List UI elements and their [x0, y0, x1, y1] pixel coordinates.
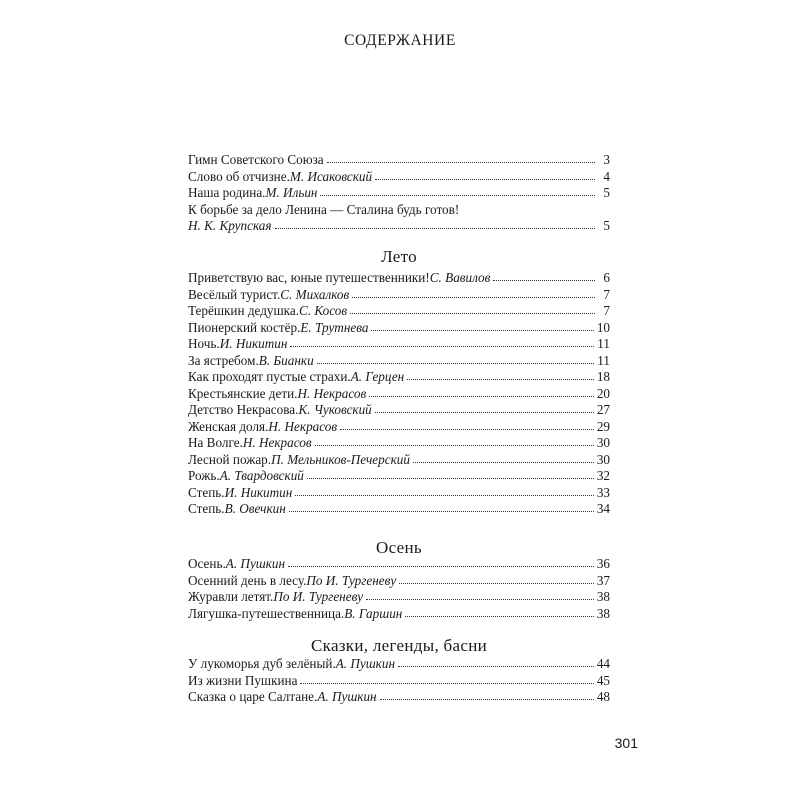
toc-entry-page: 20: [596, 385, 610, 401]
dot-leader: [340, 428, 594, 430]
toc-entry-page: 18: [596, 369, 610, 384]
toc-section-summer: [188, 270, 610, 518]
toc-entry-title: Журавли летят.: [188, 589, 274, 604]
toc-entry-title: Степь.: [188, 501, 225, 516]
page-title: СОДЕРЖАНИЕ: [344, 32, 456, 49]
toc-entry[interactable]: [188, 169, 610, 186]
toc-entry-author: К. Чуковский: [298, 402, 372, 417]
toc-entry-title: Пионерский костёр.: [188, 319, 301, 335]
toc-entry-multiline[interactable]: [188, 202, 610, 235]
toc-entry[interactable]: [188, 303, 610, 320]
toc-entry-page: 30: [596, 435, 610, 450]
dot-leader: [295, 494, 594, 496]
toc-entry[interactable]: [188, 369, 610, 386]
toc-section-tales: [188, 656, 610, 706]
dot-leader: [350, 312, 595, 314]
toc-entry-title: Осенний день в лесу.: [188, 572, 307, 588]
dot-leader: [275, 227, 595, 229]
toc-intro-block: [188, 152, 610, 235]
toc-entry-author: М. Исаковский: [289, 168, 373, 184]
toc-entry-author: В. Бианки: [258, 352, 314, 368]
toc-entry-page: 5: [603, 185, 610, 200]
toc-entry-author: А. Пушкин: [335, 656, 395, 671]
toc-entry-title: К борьбе за дело Ленина — Сталина будь готов!: [188, 201, 460, 217]
dot-leader: [375, 178, 595, 180]
dot-leader: [407, 378, 594, 380]
toc-entry[interactable]: [188, 485, 610, 502]
dot-leader: [369, 395, 594, 397]
toc-entry-author: И. Никитин: [224, 484, 293, 500]
toc-entry-page: 37: [596, 572, 610, 588]
toc-entry[interactable]: [188, 336, 610, 353]
toc-entry-title: Осень.: [188, 556, 226, 571]
toc-entry-page: 4: [603, 168, 610, 184]
toc-entry-title: Лесной пожар.: [188, 451, 272, 467]
toc-entry-author: А. Твардовский: [219, 468, 304, 483]
toc-entry[interactable]: [188, 673, 610, 690]
toc-entry-author: А. Пушкин: [225, 556, 286, 571]
toc-entry-page: 10: [596, 319, 610, 335]
toc-entry-page: 38: [596, 589, 610, 604]
toc-entry-page: 5: [603, 218, 610, 233]
toc-entry-title: Терёшкин дедушка.: [188, 303, 300, 318]
dot-leader: [307, 477, 594, 479]
dot-leader: [327, 161, 595, 163]
toc-entry-title: Наша родина.: [188, 185, 266, 200]
dot-leader: [300, 682, 593, 684]
dot-leader: [289, 510, 594, 512]
dot-leader: [352, 296, 595, 298]
toc-entry-title: Ночь.: [188, 336, 220, 351]
toc-entry-title: Из жизни Пушкина: [188, 672, 298, 688]
toc-entry[interactable]: [188, 452, 610, 469]
toc-entry-title: Лягушка-путешественница.: [188, 605, 345, 621]
toc-entry-page: 3: [603, 152, 610, 167]
toc-entry-author: По И. Тургеневу: [273, 589, 364, 604]
toc-entry-page: 48: [596, 689, 610, 704]
toc-entry-title: Рожь.: [188, 468, 220, 483]
toc-entry[interactable]: [188, 353, 610, 370]
toc-section-autumn: [188, 556, 610, 622]
toc-entry-page: 6: [603, 270, 610, 285]
toc-entry-author: М. Ильин: [265, 185, 318, 200]
toc-entry-page: 44: [596, 656, 610, 671]
toc-entry-title: За ястребом.: [188, 352, 259, 368]
toc-entry-author: С. Косов: [299, 303, 348, 318]
toc-entry-page: 7: [603, 303, 610, 318]
dot-leader: [371, 329, 593, 331]
toc-entry-author: В. Гаршин: [344, 605, 403, 621]
toc-entry-author: Н. Некрасов: [268, 418, 338, 434]
toc-entry-author: Н. К. Крупская: [188, 218, 272, 233]
dot-leader: [366, 598, 594, 600]
dot-leader: [290, 345, 594, 347]
toc-entry-author: По И. Тургеневу: [306, 572, 397, 588]
toc-entry[interactable]: [188, 386, 610, 403]
dot-leader: [317, 362, 595, 364]
toc-entry-page: 33: [596, 484, 610, 500]
toc-entry-title: Степь.: [188, 484, 225, 500]
toc-entry[interactable]: [188, 185, 610, 202]
toc-entry-page: 30: [596, 451, 610, 467]
toc-entry[interactable]: [188, 468, 610, 485]
toc-entry-page: 11: [597, 352, 610, 368]
dot-leader: [405, 615, 593, 617]
dot-leader: [493, 279, 595, 281]
section-title-summer: Лето: [381, 247, 417, 266]
toc-entry-page: 38: [596, 605, 610, 621]
toc-entry[interactable]: [188, 152, 610, 169]
toc-entry-page: 36: [596, 556, 610, 571]
toc-entry-author: С. Вавилов: [429, 270, 491, 285]
toc-entry-author: С. Михалков: [280, 286, 350, 302]
toc-entry-title: Слово об отчизне.: [188, 168, 290, 184]
toc-entry[interactable]: [188, 320, 610, 337]
toc-entry[interactable]: [188, 402, 610, 419]
toc-entry[interactable]: [188, 419, 610, 436]
toc-entry-title: Крестьянские дети.: [188, 385, 298, 401]
dot-leader: [320, 194, 595, 196]
toc-entry-author: И. Никитин: [219, 336, 288, 351]
toc-entry[interactable]: [188, 689, 610, 706]
toc-entry-title: Приветствую вас, юные путешественники!: [188, 270, 430, 285]
toc-entry-title: У лукоморья дуб зелёный.: [188, 656, 336, 671]
toc-entry-author: А. Герцен: [350, 369, 405, 384]
toc-entry[interactable]: [188, 435, 610, 452]
toc-entry-author: Н. Некрасов: [242, 435, 312, 450]
dot-leader: [380, 698, 594, 700]
toc-entry[interactable]: [188, 556, 610, 573]
toc-entry-page: 11: [597, 336, 610, 351]
toc-entry-page: 7: [603, 286, 610, 302]
toc-entry-author: А. Пушкин: [317, 689, 377, 704]
toc-entry[interactable]: [188, 573, 610, 590]
dot-leader: [399, 582, 594, 584]
toc-entry-page: 32: [596, 468, 610, 483]
dot-leader: [288, 565, 594, 567]
section-title-tales: Сказки, легенды, басни: [311, 636, 487, 655]
toc-entry[interactable]: [188, 270, 610, 287]
toc-entry[interactable]: [188, 287, 610, 304]
toc-entry-title: Детство Некрасова.: [188, 402, 299, 417]
toc-entry[interactable]: [188, 589, 610, 606]
page-number: 301: [614, 735, 638, 751]
toc-entry-title: Женская доля.: [188, 418, 269, 434]
section-title-autumn: Осень: [376, 538, 422, 557]
toc-entry-page: 27: [596, 402, 610, 417]
toc-entry-page: 29: [596, 418, 610, 434]
toc-entry-author: Е. Трутнева: [300, 319, 369, 335]
toc-entry[interactable]: [188, 501, 610, 518]
toc-entry-title: Сказка о царе Салтане.: [188, 689, 318, 704]
dot-leader: [315, 444, 594, 446]
dot-leader: [398, 665, 594, 667]
toc-entry-page: 45: [596, 672, 610, 688]
toc-entry-author: В. Овечкин: [224, 501, 286, 516]
toc-entry-author: П. Мельников-Печерский: [271, 451, 410, 467]
toc-entry-page: 34: [596, 501, 610, 516]
dot-leader: [413, 461, 594, 463]
toc-entry[interactable]: [188, 606, 610, 623]
toc-entry-title: Гимн Советского Союза: [188, 152, 324, 167]
toc-entry-title: Как проходят пустые страхи.: [188, 369, 351, 384]
toc-entry[interactable]: [188, 656, 610, 673]
toc-entry-title: На Волге.: [188, 435, 243, 450]
toc-entry-author: Н. Некрасов: [297, 385, 367, 401]
toc-entry-title: Весёлый турист.: [188, 286, 281, 302]
dot-leader: [375, 411, 594, 413]
